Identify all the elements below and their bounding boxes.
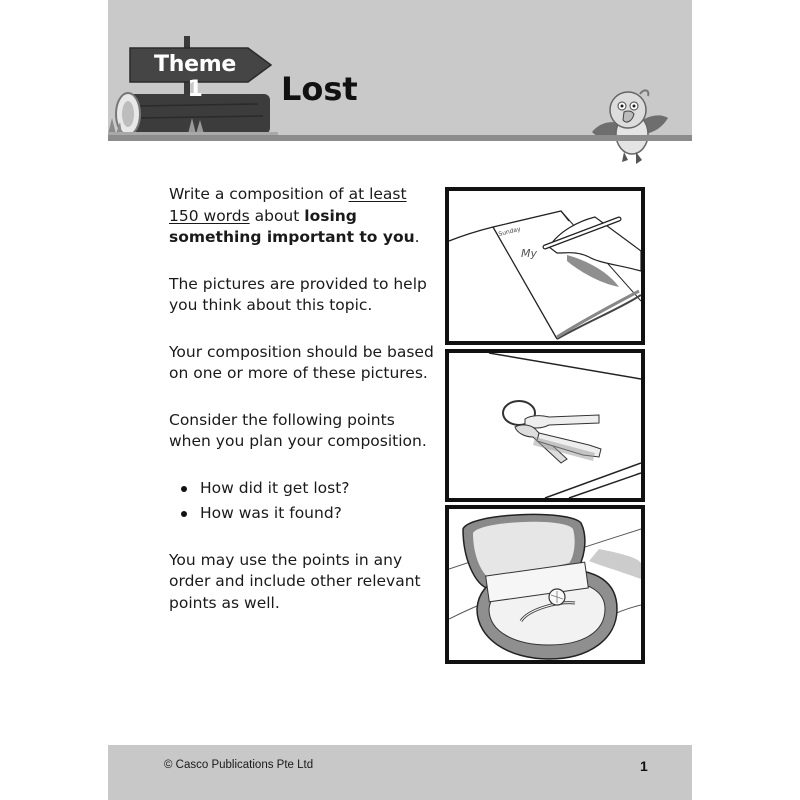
point-item: How did it get lost? — [200, 478, 439, 500]
instruction-task: Write a composition of at least 150 words about losing something important to you. — [169, 185, 420, 246]
point-item: How was it found? — [200, 503, 439, 525]
instruction-consider-points: Consider the following points when you plan your composition. — [169, 410, 427, 450]
instruction-based-on-pictures: Your composition should be based on one or more of these pictures. — [169, 342, 434, 382]
header-band — [108, 0, 692, 135]
instruction-pictures-help: The pictures are provided to help you think about this topic. — [169, 274, 427, 314]
picture-diary-writing — [445, 187, 645, 345]
footer-band — [108, 745, 692, 800]
picture-ring-box — [445, 505, 645, 664]
picture-keys — [445, 349, 645, 502]
theme-label: Theme 1 — [154, 52, 236, 102]
instructions-text — [169, 184, 439, 639]
worksheet-page — [108, 0, 692, 800]
copyright-notice: © Casco Publications Pte Ltd — [164, 759, 314, 771]
points-list — [169, 478, 439, 525]
parrot-mascot-illustration — [590, 84, 670, 168]
composition-topic: losing something important to you — [169, 206, 415, 246]
diary-heading: Sunday — [497, 225, 522, 238]
word-count-requirement: at least 150 words — [169, 185, 407, 225]
diary-handwriting: My — [521, 247, 538, 260]
instruction-use-points: You may use the points in any order and include other relevant points as well. — [169, 550, 421, 612]
header-divider-stripe — [108, 135, 692, 141]
page-number: 1 — [640, 758, 648, 774]
page-title: Lost — [281, 70, 358, 108]
